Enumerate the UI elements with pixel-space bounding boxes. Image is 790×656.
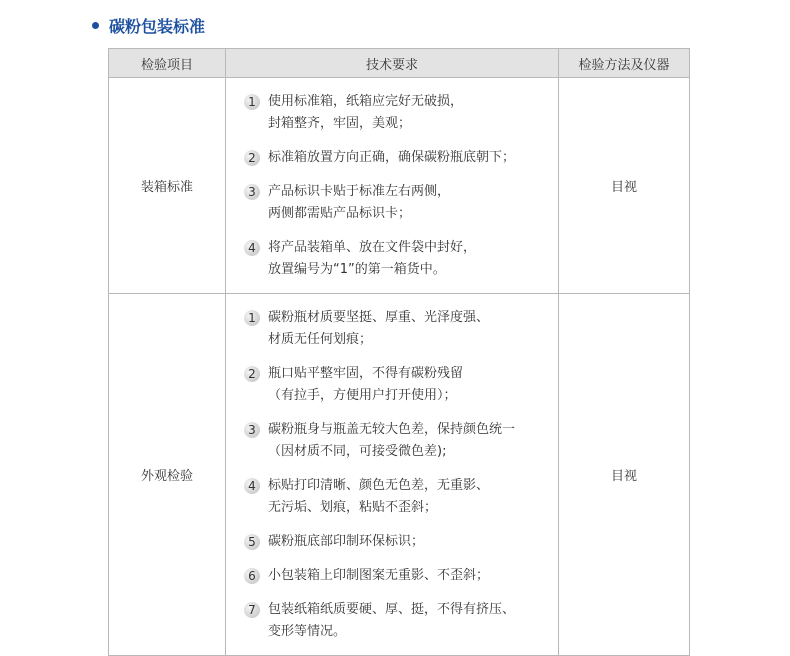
requirement-text: 使用标准箱，纸箱应完好无破损， 封箱整齐，牢固，美观； [268, 94, 464, 131]
method-cell: 目视 [559, 78, 690, 294]
table-header-row [109, 49, 690, 78]
section-title-text: 碳粉包装标准 [109, 16, 206, 36]
number-badge-icon: 3 [244, 422, 260, 438]
requirement-text: 包装纸箱纸质要硬、厚、挺，不得有挤压、 变形等情况。 [268, 602, 516, 639]
requirement-text: 标准箱放置方向正确，确保碳粉瓶底朝下； [268, 150, 516, 165]
table-row-appearance [109, 294, 690, 656]
requirement-text: 瓶口贴平整牢固，不得有碳粉残留 （有拉手，方便用户打开使用）； [268, 366, 464, 403]
requirement-text: 产品标识卡贴于标准左右两侧， 两侧都需贴产品标识卡； [268, 184, 451, 221]
category-cell: 外观检验 [109, 294, 226, 656]
number-badge-icon: 7 [244, 602, 260, 618]
category-cell: 装箱标准 [109, 78, 226, 294]
requirement-item [244, 475, 558, 519]
number-badge-icon: 2 [244, 150, 260, 166]
requirement-item [244, 531, 558, 553]
number-badge-icon: 4 [244, 240, 260, 256]
requirement-text: 碳粉瓶身与瓶盖无较大色差，保持颜色统一 （因材质不同，可接受微色差); [268, 422, 516, 459]
requirement-item [244, 307, 558, 351]
method-cell: 目视 [559, 294, 690, 656]
header-inspection-item: 检验项目 [109, 49, 226, 78]
requirement-item [244, 599, 558, 643]
number-badge-icon: 1 [244, 310, 260, 326]
table-row-packing [109, 78, 690, 294]
requirement-item [244, 91, 558, 135]
requirement-item [244, 363, 558, 407]
requirement-item [244, 237, 558, 281]
requirement-text: 小包装箱上印制图案无重影、不歪斜； [268, 568, 490, 583]
number-badge-icon: 5 [244, 534, 260, 550]
requirement-text: 标贴打印清晰、颜色无色差，无重影、 无污垢、划痕，粘贴不歪斜； [268, 478, 490, 515]
header-inspection-method: 检验方法及仪器 [559, 49, 690, 78]
number-badge-icon: 4 [244, 478, 260, 494]
number-badge-icon: 3 [244, 184, 260, 200]
header-technical-requirements: 技术要求 [226, 49, 559, 78]
section-title [92, 12, 205, 38]
requirement-text: 将产品装箱单、放在文件袋中封好， 放置编号为“1”的第一箱货中。 [268, 240, 477, 277]
number-badge-icon: 2 [244, 366, 260, 382]
packaging-standard-table [108, 48, 690, 656]
requirement-item [244, 565, 558, 587]
requirement-text: 碳粉瓶底部印制环保标识； [268, 534, 425, 549]
number-badge-icon: 6 [244, 568, 260, 584]
bullet-icon [92, 22, 99, 29]
requirement-item [244, 147, 558, 169]
requirements-cell [226, 78, 559, 294]
requirement-text: 碳粉瓶材质要坚挺、厚重、光泽度强、 材质无任何划痕； [268, 310, 490, 347]
number-badge-icon: 1 [244, 94, 260, 110]
requirement-item [244, 419, 558, 463]
requirement-item [244, 181, 558, 225]
requirements-cell [226, 294, 559, 656]
